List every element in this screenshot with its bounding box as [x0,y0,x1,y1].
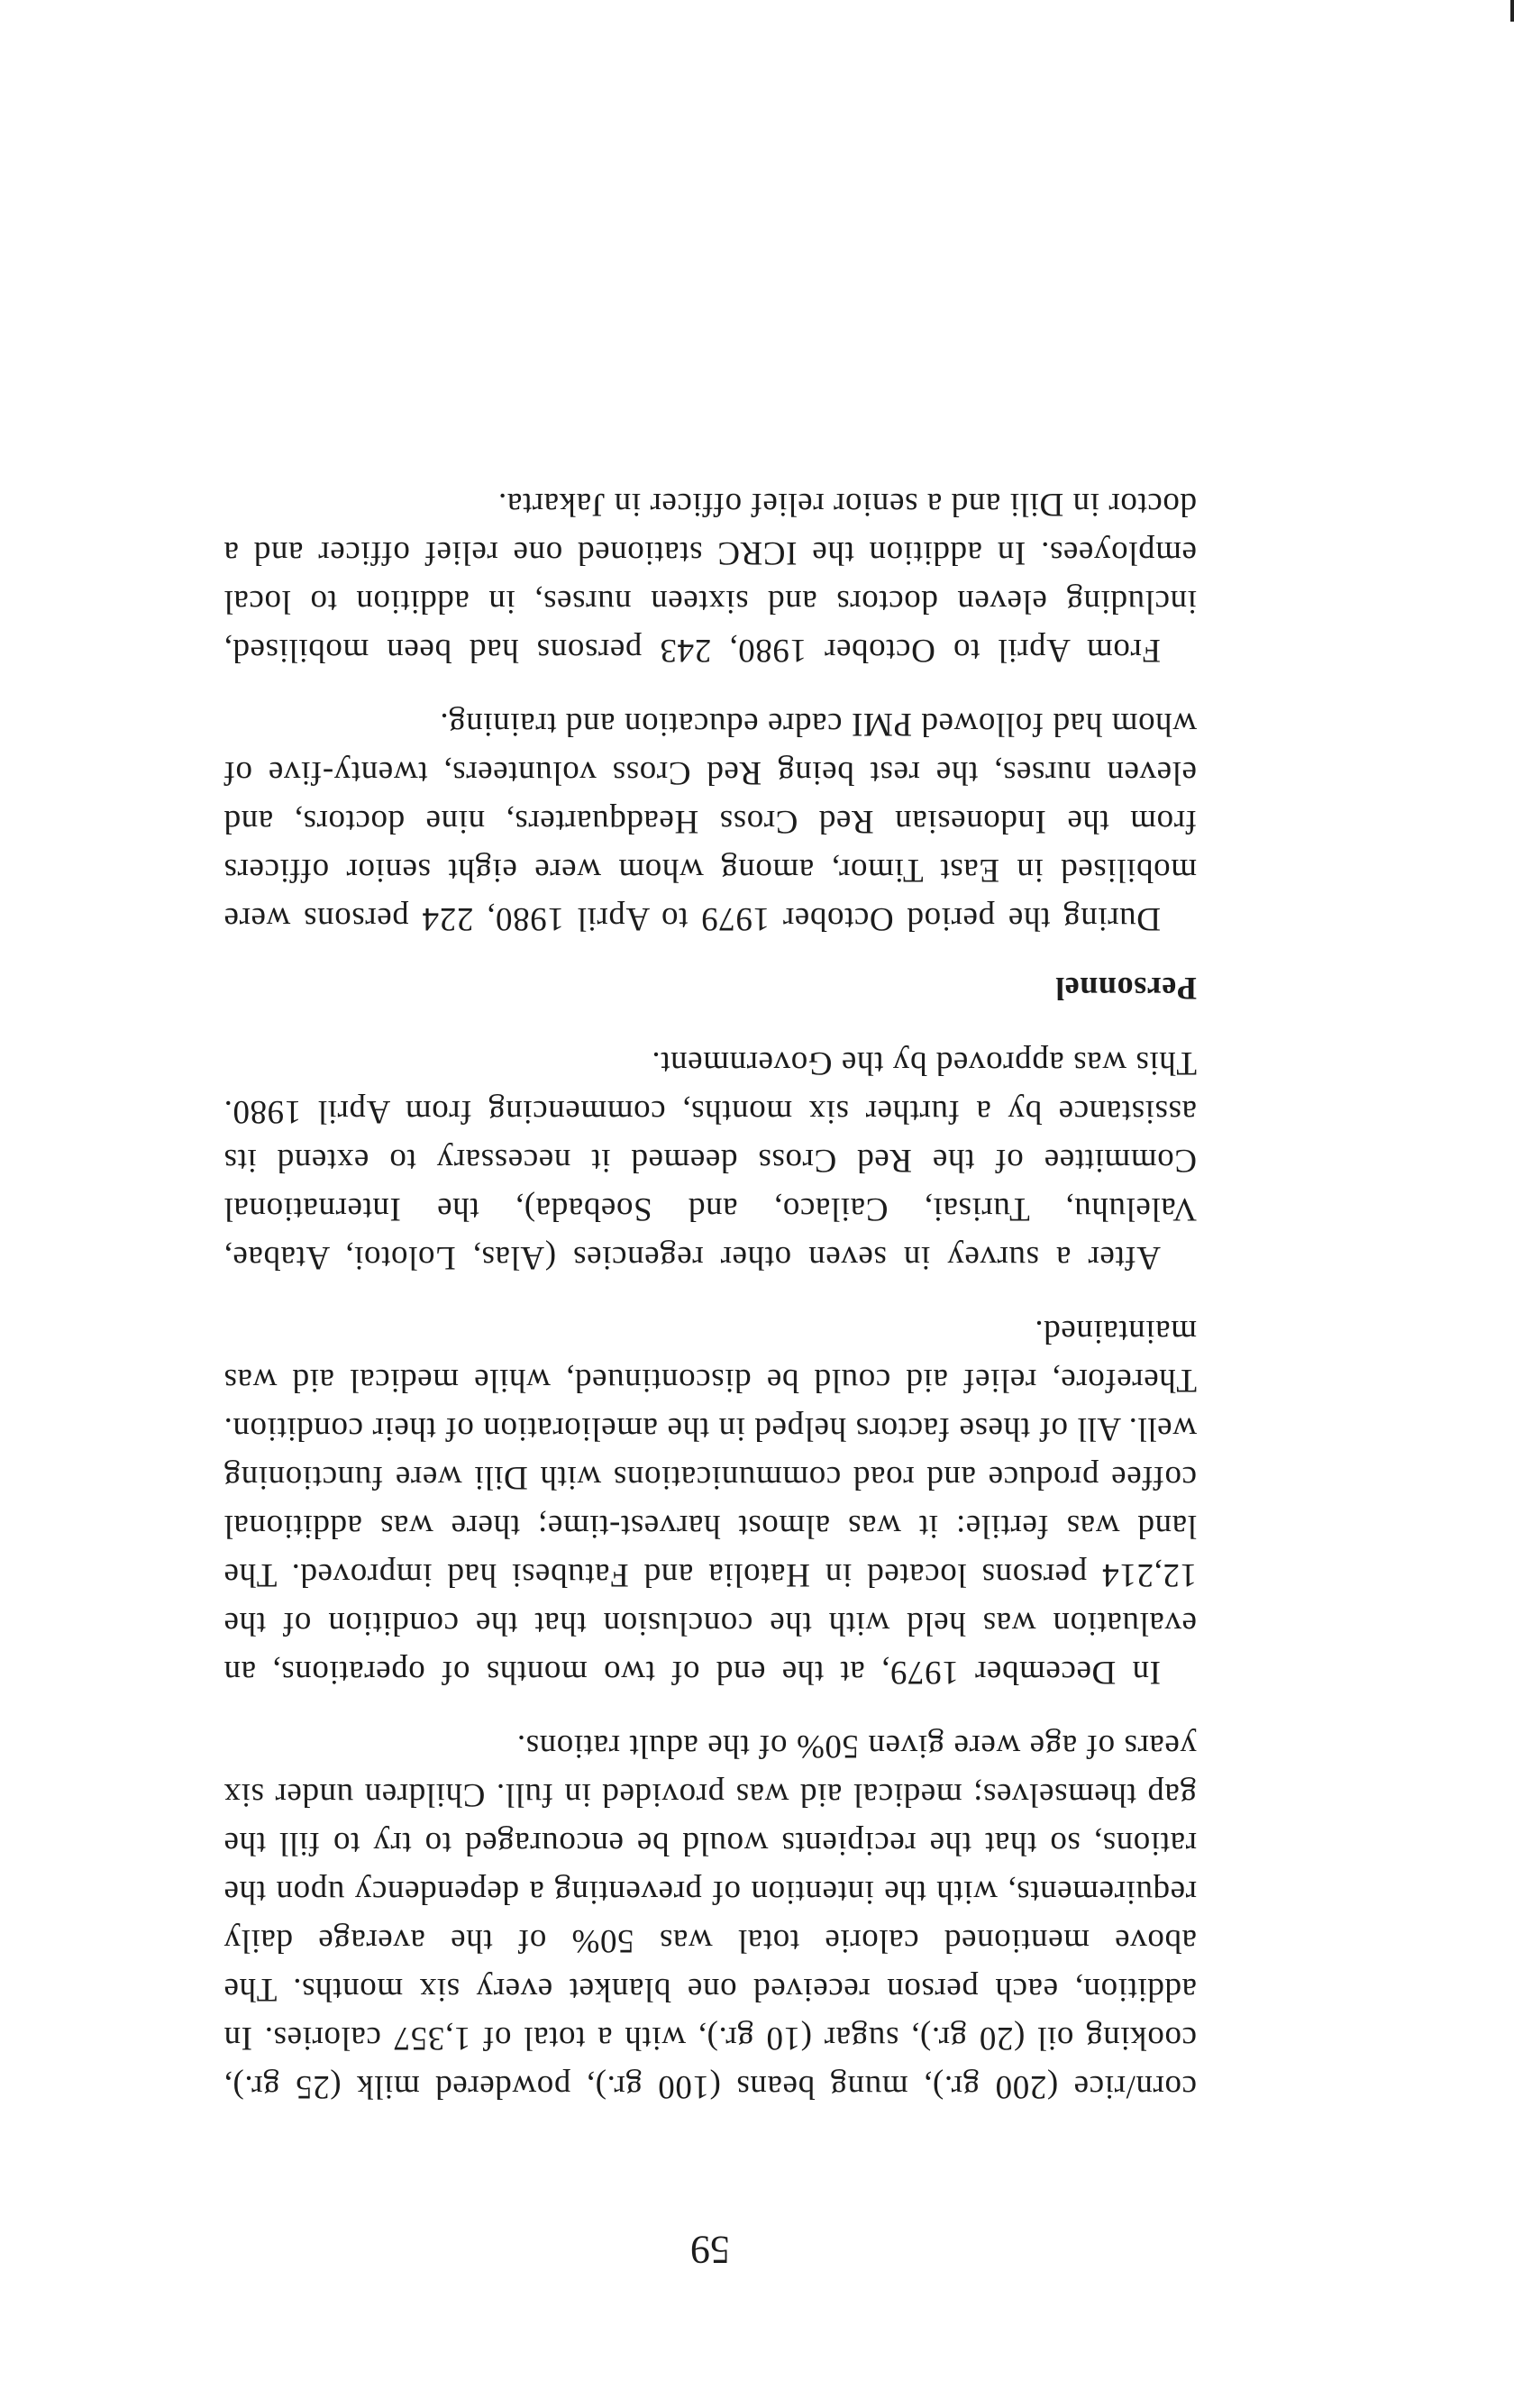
paragraph-survey: After a survey in seven other regencies (Alas, Lolotoi, Atabae, Valeluhu, Turisai, Cailaco, and Soebada), the International Committee of the Red Cross deemed it necessary to extend its assistance by a further six months, commencing from April 1980. This was approved by the Government. [223,1044,1197,1276]
paragraph-personnel-1979: During the period October 1979 to April 1980, 224 persons were mobilised in East Timor, among whom were eight senior officers from the Indonesian Red Cross Headquarters, nine doctors, and eleven nurses, the rest being Red Cross volunteers, twenty-five of whom had followed PMI cadre education and training. [223,706,1197,937]
page-number: 59 [690,2228,730,2272]
body-text [223,454,1197,2111]
section-heading-personnel: Personnel [1054,971,1197,1007]
paragraph-rations: corn/rice (200 gr.), mung beans (100 gr.), powdered milk (25 gr.), cooking oil (20 gr.), sugar (10 gr.), with a total of 1,357 calories. In addition, each person received one blanket every six months. The above mentioned calorie total was 50% of the average daily requirements, with the intention of preventing a dependency upon the rations, so that the recipients would be encouraged to try to fill the gap themselves; medical aid was provided in full. Children under six years of age were given 50% of the adult rations. [223,1728,1197,2105]
paragraph-evaluation: In December 1979, at the end of two months of operations, an evaluation was held with the conclusion that the condition of the 12,214 persons located in Hatolia and Fatubesi had improved. The land was fertile: it was almost harvest-time; there was additional coffee produce and road communications with Dili were functioning well. All of these factors helped in the amelioration of their condition. Therefore, relief aid could be discontinued, while medical aid was maintained. [223,1313,1197,1691]
paragraph-personnel-1980: From April to October 1980, 243 persons had been mobilised, including eleven doctors and sixteen nurses, in addition to local employees. In addition the ICRC stationed one relief officer and a doctor in Dili and a senior relief officer in Jakarta. [223,486,1197,669]
